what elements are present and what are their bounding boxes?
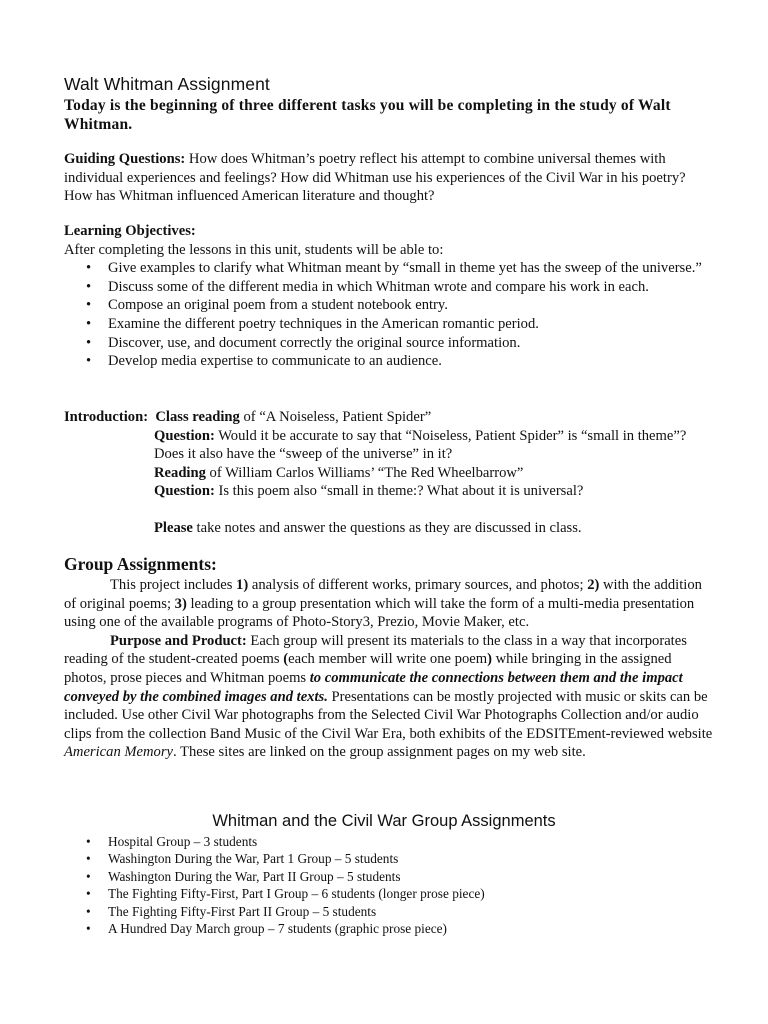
reading-line: Reading of William Carlos Williams’ “The Red Wheelbarrow” (154, 464, 524, 481)
list-item: • Develop media expertise to communicate to an audience. (86, 353, 442, 370)
bullet-icon: • (86, 278, 92, 295)
bullet-icon: • (86, 334, 92, 351)
document-title: Walt Whitman Assignment (64, 74, 270, 94)
introduction-line (64, 408, 714, 427)
bullet-icon: • (86, 903, 91, 919)
bullet-icon: • (86, 353, 92, 370)
list-item: • Discover, use, and document correctly the original source information. (86, 334, 521, 351)
bullet-icon: • (86, 297, 92, 314)
question-1: Question: Would it be accurate to say that “Noiseless, Patient Spider” is “small in theme”? Does it also have the “sweep of the universe” in it? (154, 427, 687, 463)
list-item: • Discuss some of the different media in which Whitman wrote and compare his work in each. (86, 278, 649, 295)
bullet-icon: • (86, 886, 91, 902)
american-memory-text: American Memory (64, 744, 174, 761)
purpose-label: Purpose and Product: (110, 632, 247, 649)
list-item: • Washington During the War, Part II Group – 5 students (86, 868, 401, 884)
guiding-questions-label: Guiding Questions: (64, 151, 186, 167)
emphasis-text: to communicate the connections between them and the impact conveyed by the combined images and texts. (64, 669, 683, 705)
bullet-icon: • (86, 315, 92, 332)
group-assignments-body (64, 576, 714, 762)
guiding-questions-text: How does Whitman’s poetry reflect his attempt to combine universal themes with individual experiences and feelings? How did Whitman use his experiences of the Civil War in his poetry? How has Whitman influenced American literature and thought? (64, 151, 686, 205)
bullet-icon: • (86, 921, 91, 937)
learning-objectives-lead: After completing the lessons in this unit, students will be able to: (64, 241, 444, 258)
objectives-list (64, 259, 714, 371)
bullet-icon: • (86, 868, 91, 884)
bullet-icon: • (86, 260, 92, 277)
group-assignments-heading: Group Assignments: (64, 554, 217, 574)
list-item: • Examine the different poetry techniques in the American romantic period. (86, 315, 539, 332)
list-item: • Give examples to clarify what Whitman meant by “small in theme yet has the sweep of the universe.” (86, 260, 702, 277)
project-paragraph: This project includes 1) analysis of different works, primary sources, and photos; 2) with the addition of original poems; 3) leading to a group presentation which will take the form of a multi-media presentation using one of the available programs of Photo-Story3, Prezio, Movie Maker, etc. (64, 577, 702, 631)
introduction-section (64, 408, 714, 538)
list-item: • Washington During the War, Part 1 Group – 5 students (86, 851, 399, 867)
list-item: • Compose an original poem from a student notebook entry. (86, 297, 448, 314)
learning-objectives-label: Learning Objectives: (64, 223, 196, 239)
purpose-paragraph: Purpose and Product: Each group will present its materials to the class in a way that incorporates reading of the student-created poems (each member will write one poem) while bringing in the assigned photos, prose pieces and Whitman poems to communicate the connections between them and the impact conveyed by the combined images and texts. Presentations can be mostly projected with music or skits can be included. Use other Civil War photographs from the Selected Civil War Photographs Collection and/or audio clips from the collection Band Music of the Civil War Era, both exhibits of the EDSITEment-reviewed website American Memory. These sites are linked on the group assignment pages on my web site. (64, 632, 713, 761)
class-reading-label: Class reading (155, 409, 240, 425)
list-item: • The Fighting Fifty-First Part II Group – 5 students (86, 903, 377, 919)
class-reading-text: of “A Noiseless, Patient Spider” (239, 409, 432, 425)
introduction-label: Introduction: (64, 409, 149, 425)
list-item: • A Hundred Day March group – 7 students (graphic prose piece) (86, 921, 447, 937)
bullet-icon: • (86, 851, 91, 867)
civil-war-heading: Whitman and the Civil War Group Assignments (212, 812, 556, 830)
question-2: Question: Is this poem also “small in theme:? What about it is universal? (154, 483, 584, 500)
please-note: Please take notes and answer the questions as they are discussed in class. (154, 519, 582, 536)
guiding-questions (64, 150, 714, 206)
intro-statement: Today is the beginning of three different tasks you will be completing in the study of Walt Whitman. (64, 97, 671, 133)
bullet-icon: • (86, 834, 91, 849)
civil-war-groups-list (64, 833, 714, 937)
list-item: • Hospital Group – 3 students (86, 834, 258, 849)
learning-objectives (64, 222, 714, 371)
list-item: • The Fighting Fifty-First, Part I Group – 6 students (longer prose piece) (86, 886, 485, 902)
